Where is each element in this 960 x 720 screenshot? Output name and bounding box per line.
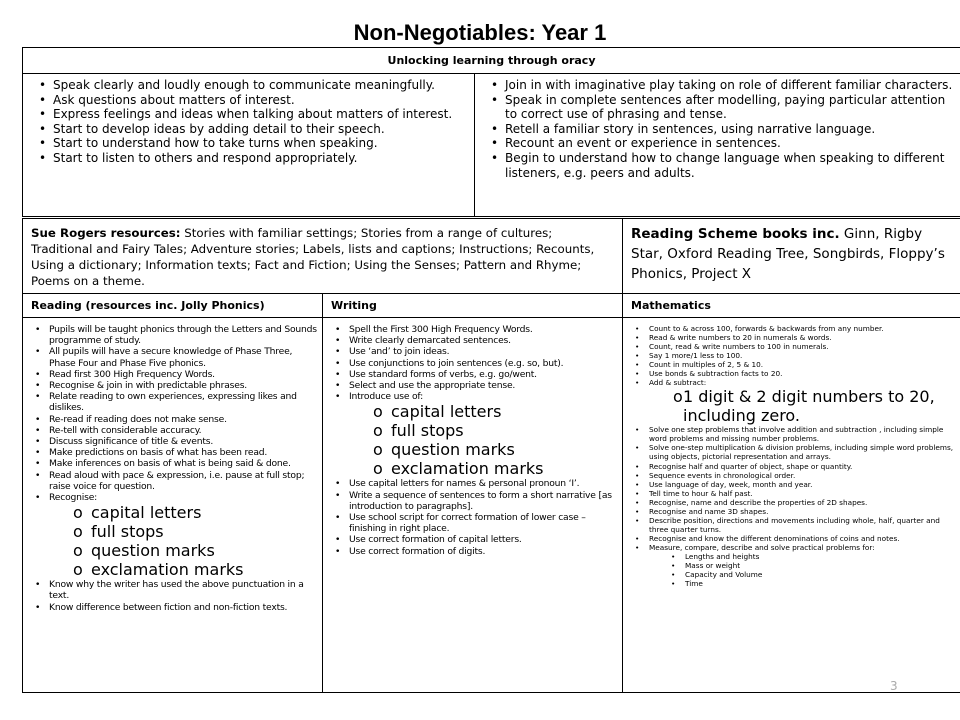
list-item: • Measure, compare, describe and solve practical problems for: [629,543,956,552]
list-item: • Count in multiples of 2, 5 & 10. [629,360,956,369]
list-item: • Use language of day, week, month and year. [629,480,956,489]
oracy-right-list [485,78,954,180]
list-item: • Recognise, name and describe the properties of 2D shapes. [629,498,956,507]
page-title: Non-Negotiables: Year 1 [353,20,607,45]
oracy-header: Unlocking learning through oracy [23,48,960,74]
list-item: • Count, read & write numbers to 100 in numerals. [629,342,956,351]
maths-measures-list [629,552,956,588]
resources-label: Sue Rogers resources: [31,226,181,240]
list-item: • Re-read if reading does not make sense. [29,414,318,425]
writing-cell [323,318,623,693]
maths-list-b [629,425,956,552]
oracy-left-list [33,78,468,166]
list-item: • Recognise: [29,492,318,503]
list-item: o full stops [73,522,318,541]
reading-cell [23,318,323,693]
list-item: • Use ‘and’ to join ideas. [329,346,618,357]
list-item: • Discuss significance of title & events. [29,436,318,447]
maths-cell [623,318,960,693]
list-item: • Recognise and name 3D shapes. [629,507,956,516]
curriculum-table [22,218,960,693]
list-item: • Say 1 more/1 less to 100. [629,351,956,360]
list-item: • Write a sequence of sentences to form a short narrative [as introduction to paragraphs]. [329,490,618,512]
resources-text: Stories with familiar settings; Stories from a range of cultures; Traditional and Fairy Tales; Adventure stories; Labels, lists and captions; Instructions; Recounts, Using a dictionary; Information texts; Fact and Fiction; Using the Senses; Pattern and Rhyme; Poems on a theme. [31,226,595,288]
list-item: • Use correct formation of digits. [329,546,618,557]
writing-header: Writing [323,294,623,318]
list-item: • Capacity and Volume [665,570,956,579]
list-item: • Add & subtract: [629,378,956,387]
list-item: • Time [665,579,956,588]
reading-header: Reading (resources inc. Jolly Phonics) [23,294,323,318]
list-item: • Spell the First 300 High Frequency Words. [329,324,618,335]
oracy-table [22,47,960,217]
list-item: • Relate reading to own experiences, expressing likes and dislikes. [29,391,318,413]
list-item: • Retell a familiar story in sentences, using narrative language. [485,122,954,137]
list-item: • Sequence events in chronological order. [629,471,956,480]
list-item: o 1 digit & 2 digit numbers to 20, including zero. [673,387,956,425]
list-item: o exclamation marks [73,560,318,579]
maths-header: Mathematics [623,294,960,318]
list-item: • Mass or weight [665,561,956,570]
reading-scheme-cell [623,219,960,294]
list-item: • Select and use the appropriate tense. [329,380,618,391]
list-item: • Recount an event or experience in sentences. [485,136,954,151]
list-item: o capital letters [73,503,318,522]
list-item: • Use correct formation of capital letters. [329,534,618,545]
list-item: • Use standard forms of verbs, e.g. go/went. [329,369,618,380]
list-item: • Tell time to hour & half past. [629,489,956,498]
list-item: • Use school script for correct formation of lower case – finishing in right place. [329,512,618,534]
list-item: • Recognise half and quarter of object, shape or quantity. [629,462,956,471]
list-item: • Solve one-step multiplication & division problems, including simple word problems, using objects, pictorial representation and arrays. [629,443,956,461]
list-item: • Write clearly demarcated sentences. [329,335,618,346]
oracy-left-cell [23,74,475,217]
list-item: • Know why the writer has used the above punctuation in a text. [29,579,318,601]
list-item: • Start to listen to others and respond appropriately. [33,151,468,166]
list-item: • Recognise & join in with predictable phrases. [29,380,318,391]
list-item: • Begin to understand how to change language when speaking to different listeners, e.g. peers and adults. [485,151,954,180]
list-item: • Solve one step problems that involve addition and subtraction , including simple word problems and missing number problems. [629,425,956,443]
list-item: • Know difference between fiction and non-fiction texts. [29,602,318,613]
list-item: • All pupils will have a secure knowledge of Phase Three, Phase Four and Phase Five phonics. [29,346,318,368]
list-item: • Make inferences on basis of what is being said & done. [29,458,318,469]
page-number: 3 [890,679,898,693]
reading-punctuation-list [29,503,318,579]
list-item: • Start to develop ideas by adding detail to their speech. [33,122,468,137]
list-item: • Pupils will be taught phonics through the Letters and Sounds programme of study. [29,324,318,346]
maths-add-subtract-list [629,387,956,425]
list-item: • Speak in complete sentences after modelling, paying particular attention to correct use of phrasing and tense. [485,93,954,122]
list-item: o capital letters [373,402,618,421]
maths-list-a [629,324,956,387]
list-item: • Read & write numbers to 20 in numerals & words. [629,333,956,342]
list-item: • Re-tell with considerable accuracy. [29,425,318,436]
reading-list-b [29,579,318,613]
reading-scheme-label: Reading Scheme books inc. [631,226,840,242]
list-item: • Introduce use of: [329,391,618,402]
oracy-right-cell [475,74,960,217]
list-item: o question marks [373,440,618,459]
writing-list-b [329,478,618,556]
list-item: • Use capital letters for names & personal pronoun ‘I’. [329,478,618,489]
list-item: • Use bonds & subtraction facts to 20. [629,369,956,378]
list-item: • Ask questions about matters of interest. [33,93,468,108]
list-item: • Describe position, directions and movements including whole, half, quarter and three quarter turns. [629,516,956,534]
resources-cell [23,219,623,294]
list-item: • Lengths and heights [665,552,956,561]
list-item: • Use conjunctions to join sentences (e.g. so, but). [329,358,618,369]
list-item: • Join in with imaginative play taking on role of different familiar characters. [485,78,954,93]
list-item: o full stops [373,421,618,440]
reading-list-a [29,324,318,503]
list-item: • Make predictions on basis of what has been read. [29,447,318,458]
list-item: • Express feelings and ideas when talking about matters of interest. [33,107,468,122]
writing-punctuation-list [329,402,618,478]
list-item: • Read first 300 High Frequency Words. [29,369,318,380]
list-item: o exclamation marks [373,459,618,478]
list-item: • Read aloud with pace & expression, i.e. pause at full stop; raise voice for question. [29,470,318,492]
list-item: • Count to & across 100, forwards & backwards from any number. [629,324,956,333]
list-item: • Speak clearly and loudly enough to communicate meaningfully. [33,78,468,93]
writing-list-a [329,324,618,402]
list-item: o question marks [73,541,318,560]
list-item: • Recognise and know the different denominations of coins and notes. [629,534,956,543]
reading-scheme-text: Ginn, Rigby Star, Oxford Reading Tree, Songbirds, Floppy’s Phonics, Project X [631,226,945,282]
list-item: • Start to understand how to take turns when speaking. [33,136,468,151]
